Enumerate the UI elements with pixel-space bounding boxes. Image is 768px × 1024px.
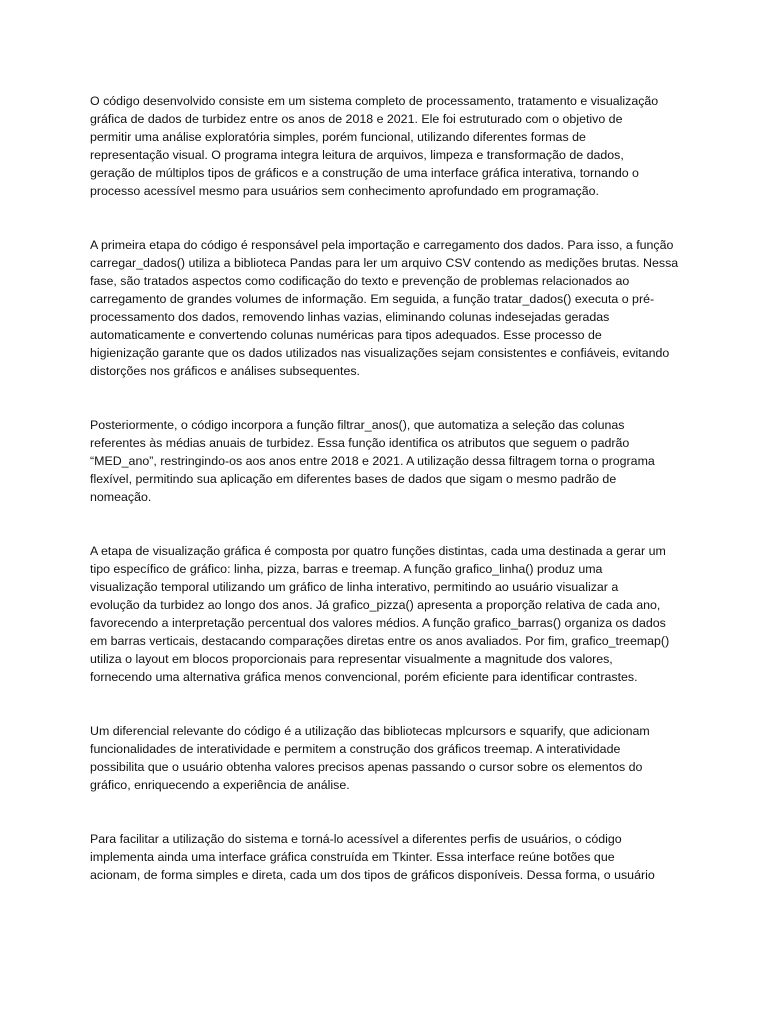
text-line: carregamento de grandes volumes de informação. Em seguida, a função tratar_dados() executa o pré- xyxy=(90,292,655,306)
text-line: tipo específico de gráfico: linha, pizza, barras e treemap. A função grafico_linha() produz uma xyxy=(90,562,603,576)
paragraph-data-loading xyxy=(90,236,682,380)
document-page xyxy=(90,92,682,884)
text-line: higienização garante que os dados utilizados nas visualizações sejam consistentes e confiáveis, evitando xyxy=(90,346,670,360)
text-line: evolução da turbidez ao longo dos anos. Já grafico_pizza() apresenta a proporção relativa de cada ano, xyxy=(90,598,661,612)
text-line: distorções nos gráficos e análises subsequentes. xyxy=(90,364,360,378)
text-line: gráfica de dados de turbidez entre os anos de 2018 e 2021. Ele foi estruturado com o objetivo de xyxy=(90,112,623,126)
text-line: “MED_ano”, restringindo-os aos anos entre 2018 e 2021. A utilização dessa filtragem torna o programa xyxy=(90,454,655,468)
text-line: implementa ainda uma interface gráfica construída em Tkinter. Essa interface reúne botões que xyxy=(90,850,615,864)
text-line: carregar_dados() utiliza a biblioteca Pandas para ler um arquivo CSV contendo as medições brutas. Nessa xyxy=(90,256,679,270)
text-line: processo acessível mesmo para usuários sem conhecimento aprofundado em programação. xyxy=(90,184,599,198)
paragraph-interface xyxy=(90,830,682,884)
text-line: representação visual. O programa integra leitura de arquivos, limpeza e transformação de dados, xyxy=(90,148,624,162)
text-line: permitir uma análise exploratória simples, porém funcional, utilizando diferentes formas de xyxy=(90,130,586,144)
text-line: O código desenvolvido consiste em um sistema completo de processamento, tratamento e visualização xyxy=(90,94,659,108)
text-line: A primeira etapa do código é responsável pela importação e carregamento dos dados. Para isso, a função xyxy=(90,238,674,252)
text-line: referentes às médias anuais de turbidez. Essa função identifica os atributos que seguem o padrão xyxy=(90,436,630,450)
text-line: Posteriormente, o código incorpora a função filtrar_anos(), que automatiza a seleção das colunas xyxy=(90,418,625,432)
paragraph-spacer xyxy=(90,506,682,542)
text-line: favorecendo a interpretação percentual dos valores médios. A função grafico_barras() organiza os dados xyxy=(90,616,666,630)
text-line: geração de múltiplos tipos de gráficos e a construção de uma interface gráfica interativa, tornando o xyxy=(90,166,639,180)
text-line: nomeação. xyxy=(90,490,152,504)
text-line: em barras verticais, destacando comparações diretas entre os anos avaliados. Por fim, grafico_treemap() xyxy=(90,634,670,648)
text-line: possibilita que o usuário obtenha valores precisos apenas passando o cursor sobre os elementos do xyxy=(90,760,643,774)
text-line: utiliza o layout em blocos proporcionais para representar visualmente a magnitude dos valores, xyxy=(90,652,613,666)
text-line: flexível, permitindo sua aplicação em diferentes bases de dados que sigam o mesmo padrão de xyxy=(90,472,617,486)
text-line: Um diferencial relevante do código é a utilização das bibliotecas mplcursors e squarify, que adicionam xyxy=(90,724,650,738)
text-line: Para facilitar a utilização do sistema e torná-lo acessível a diferentes perfis de usuários, o código xyxy=(90,832,622,846)
text-line: visualização temporal utilizando um gráfico de linha interativo, permitindo ao usuário visualizar a xyxy=(90,580,619,594)
text-line: gráfico, enriquecendo a experiência de análise. xyxy=(90,778,350,792)
paragraph-visualization xyxy=(90,542,682,686)
text-line: processamento dos dados, removendo linhas vazias, eliminando colunas indesejadas geradas xyxy=(90,310,610,324)
paragraph-spacer xyxy=(90,380,682,416)
paragraph-spacer xyxy=(90,794,682,830)
paragraph-year-filter xyxy=(90,416,682,506)
text-line: automaticamente e convertendo colunas numéricas para tipos adequados. Esse processo de xyxy=(90,328,602,342)
text-line: acionam, de forma simples e direta, cada um dos tipos de gráficos disponíveis. Dessa forma, o usuário xyxy=(90,868,655,882)
paragraph-libraries xyxy=(90,722,682,794)
paragraph-introduction xyxy=(90,92,682,200)
text-line: fase, são tratados aspectos como codificação do texto e prevenção de problemas relacionados ao xyxy=(90,274,630,288)
text-line: A etapa de visualização gráfica é composta por quatro funções distintas, cada uma destinada a gerar um xyxy=(90,544,666,558)
text-line: funcionalidades de interatividade e permitem a construção dos gráficos treemap. A interatividade xyxy=(90,742,621,756)
text-line: fornecendo uma alternativa gráfica menos convencional, porém eficiente para identificar contrastes. xyxy=(90,670,638,684)
paragraph-spacer xyxy=(90,200,682,236)
paragraph-spacer xyxy=(90,686,682,722)
